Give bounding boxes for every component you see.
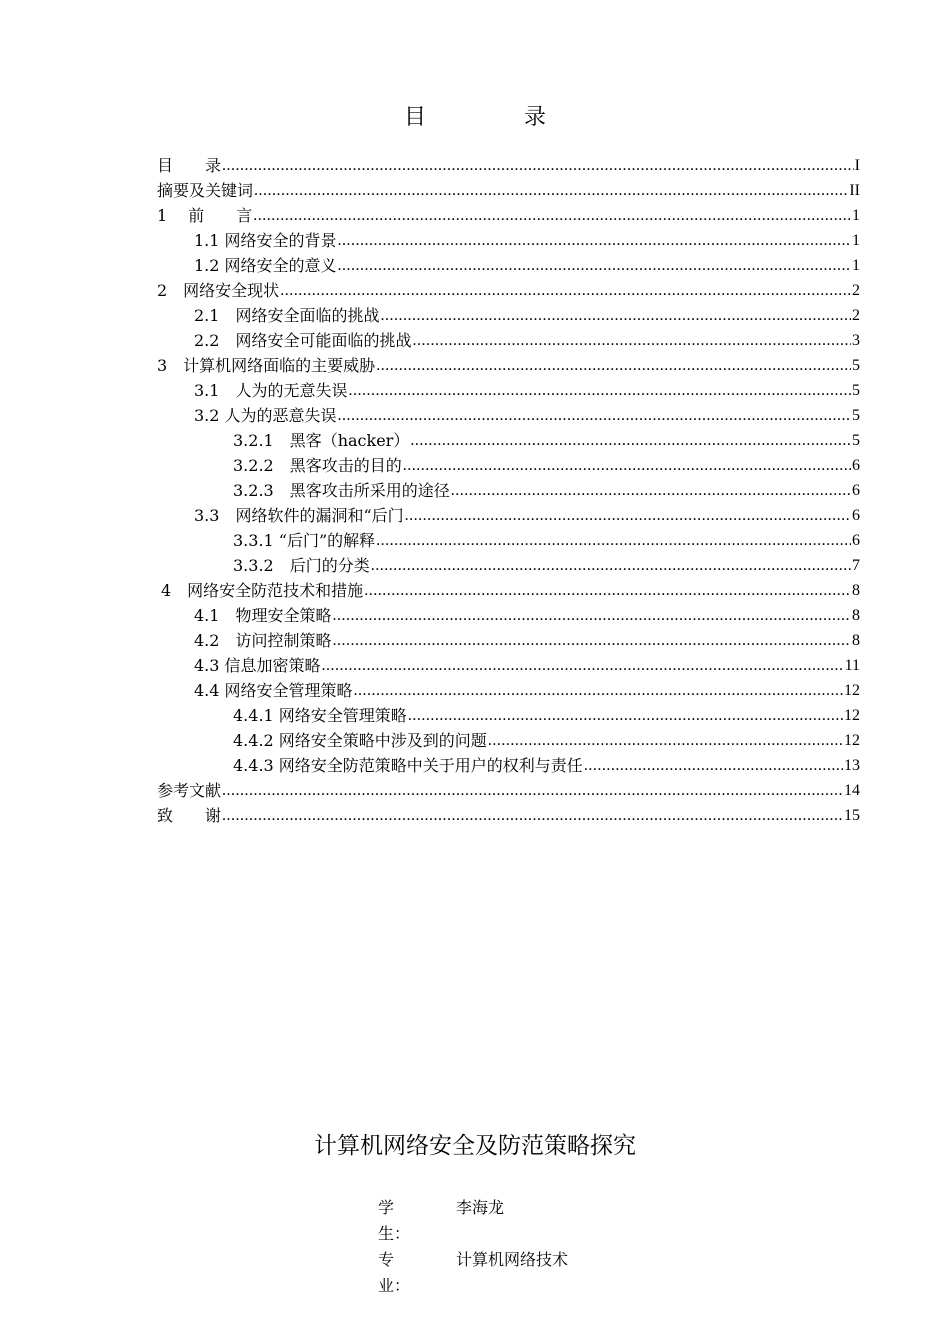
toc-dot-leader bbox=[584, 753, 843, 778]
toc-entry-label: 1 前 言 bbox=[157, 206, 253, 225]
toc-dot-leader bbox=[380, 303, 851, 328]
toc-entry-label: 4.3 信息加密策略 bbox=[194, 656, 321, 675]
toc-entry-label: 4.4.3 网络安全防范策略中关于用户的权利与责任 bbox=[233, 756, 583, 775]
toc-entry-label: 2.2 网络安全可能面临的挑战 bbox=[194, 331, 412, 350]
toc-entry-page: 2 bbox=[852, 307, 860, 324]
toc-dot-leader bbox=[338, 253, 851, 278]
toc-entry[interactable] bbox=[157, 553, 860, 578]
toc-entry-page: I bbox=[854, 157, 860, 174]
toc-entry-page: 13 bbox=[844, 757, 860, 774]
toc-entry[interactable] bbox=[157, 778, 860, 803]
student-row bbox=[378, 1195, 568, 1247]
toc-dot-leader bbox=[332, 628, 851, 653]
toc-entry-label: 3.2 人为的恶意失误 bbox=[194, 406, 337, 425]
toc-entry-page: 5 bbox=[852, 407, 860, 424]
toc-entry[interactable] bbox=[157, 528, 860, 553]
toc-entry-label: 2 网络安全现状 bbox=[157, 281, 280, 300]
toc-entry-label: 3.2.1 黑客（hacker） bbox=[233, 431, 410, 450]
major-label: 专 业： bbox=[378, 1250, 427, 1295]
toc-entry-page: 5 bbox=[852, 432, 860, 449]
toc-dot-leader bbox=[254, 178, 848, 203]
toc-entry-page: 12 bbox=[844, 682, 860, 699]
toc-entry[interactable] bbox=[157, 403, 860, 428]
toc-dot-leader bbox=[403, 453, 851, 478]
toc-dot-leader bbox=[412, 328, 851, 353]
toc-entry-page: 11 bbox=[844, 657, 860, 674]
toc-dot-leader bbox=[410, 428, 851, 453]
toc-entry[interactable] bbox=[157, 428, 860, 453]
toc-dot-leader bbox=[408, 703, 843, 728]
toc-entry-label: 4.4.2 网络安全策略中涉及到的问题 bbox=[233, 731, 487, 750]
student-label: 学 生： bbox=[378, 1198, 427, 1243]
toc-entry-label: 4 网络安全防范技术和措施 bbox=[161, 581, 364, 600]
toc-entry[interactable] bbox=[157, 753, 860, 778]
toc-entry-page: 6 bbox=[852, 457, 860, 474]
toc-entry-label: 3.3.2 后门的分类 bbox=[233, 556, 370, 575]
toc-entry-page: 1 bbox=[852, 257, 860, 274]
toc-entry-label: 3.2.2 黑客攻击的目的 bbox=[233, 456, 402, 475]
toc-dot-leader bbox=[222, 803, 843, 828]
toc-entry[interactable] bbox=[157, 653, 860, 678]
toc-entry[interactable] bbox=[157, 353, 860, 378]
toc-entry-label: 4.4 网络安全管理策略 bbox=[194, 681, 353, 700]
toc-dot-leader bbox=[376, 353, 851, 378]
toc-entry-label: 3.3.1 “后门”的解释 bbox=[233, 531, 376, 550]
toc-entry[interactable] bbox=[157, 803, 860, 828]
toc-dot-leader bbox=[348, 378, 851, 403]
toc-entry-page: 12 bbox=[844, 732, 860, 749]
toc-dot-leader bbox=[322, 653, 844, 678]
toc-entry[interactable] bbox=[157, 603, 860, 628]
toc-entry-label: 致 谢 bbox=[157, 806, 222, 825]
toc-entry-label: 3 计算机网络面临的主要威胁 bbox=[157, 356, 376, 375]
toc-dot-leader bbox=[371, 553, 851, 578]
table-of-contents bbox=[157, 153, 860, 828]
toc-entry-page: 6 bbox=[852, 532, 860, 549]
toc-entry-page: II bbox=[849, 182, 860, 199]
toc-entry-page: 8 bbox=[852, 582, 860, 599]
toc-entry[interactable] bbox=[157, 703, 860, 728]
toc-dot-leader bbox=[488, 728, 843, 753]
toc-entry[interactable] bbox=[157, 278, 860, 303]
toc-entry-label: 摘要及关键词 bbox=[157, 181, 254, 200]
toc-entry-label: 4.4.1 网络安全管理策略 bbox=[233, 706, 407, 725]
toc-entry[interactable] bbox=[157, 178, 860, 203]
toc-entry[interactable] bbox=[157, 728, 860, 753]
toc-dot-leader bbox=[364, 578, 851, 603]
toc-entry[interactable] bbox=[157, 503, 860, 528]
toc-entry-label: 参考文献 bbox=[157, 781, 222, 800]
toc-dot-leader bbox=[222, 153, 854, 178]
toc-entry-page: 8 bbox=[852, 607, 860, 624]
toc-entry[interactable] bbox=[157, 328, 860, 353]
toc-dot-leader bbox=[354, 678, 843, 703]
student-info bbox=[378, 1195, 568, 1299]
toc-dot-leader bbox=[332, 603, 851, 628]
toc-entry-page: 6 bbox=[852, 507, 860, 524]
student-name: 李海龙 bbox=[456, 1198, 505, 1217]
toc-entry-label: 3.1 人为的无意失误 bbox=[194, 381, 348, 400]
toc-entry[interactable] bbox=[157, 478, 860, 503]
toc-entry-label: 3.3 网络软件的漏洞和“后门 bbox=[194, 506, 404, 525]
toc-entry-page: 1 bbox=[852, 207, 860, 224]
toc-entry[interactable] bbox=[157, 453, 860, 478]
toc-entry-page: 8 bbox=[852, 632, 860, 649]
toc-entry[interactable] bbox=[157, 678, 860, 703]
toc-entry-label: 1.2 网络安全的意义 bbox=[194, 256, 337, 275]
toc-entry-label: 1.1 网络安全的背景 bbox=[194, 231, 337, 250]
major-row bbox=[378, 1247, 568, 1299]
toc-entry-label: 3.2.3 黑客攻击所采用的途径 bbox=[233, 481, 450, 500]
toc-entry-page: 2 bbox=[852, 282, 860, 299]
toc-entry-page: 3 bbox=[852, 332, 860, 349]
major-name: 计算机网络技术 bbox=[456, 1250, 569, 1269]
toc-title: 目 录 bbox=[403, 105, 584, 130]
toc-entry-page: 6 bbox=[852, 482, 860, 499]
toc-dot-leader bbox=[253, 203, 851, 228]
toc-dot-leader bbox=[405, 503, 851, 528]
toc-entry-label: 目 录 bbox=[157, 156, 222, 175]
toc-dot-leader bbox=[338, 228, 851, 253]
toc-entry[interactable] bbox=[157, 628, 860, 653]
toc-dot-leader bbox=[338, 403, 851, 428]
toc-entry[interactable] bbox=[157, 253, 860, 278]
toc-dot-leader bbox=[222, 778, 843, 803]
toc-entry-page: 7 bbox=[852, 557, 860, 574]
toc-entry-label: 4.1 物理安全策略 bbox=[194, 606, 332, 625]
toc-dot-leader bbox=[451, 478, 851, 503]
toc-entry-page: 5 bbox=[852, 382, 860, 399]
toc-dot-leader bbox=[376, 528, 851, 553]
toc-entry[interactable] bbox=[157, 303, 860, 328]
toc-entry[interactable] bbox=[157, 228, 860, 253]
document-title: 计算机网络安全及防范策略探究 bbox=[314, 1133, 636, 1159]
toc-entry-page: 1 bbox=[852, 232, 860, 249]
toc-dot-leader bbox=[280, 278, 851, 303]
toc-entry-label: 4.2 访问控制策略 bbox=[194, 631, 332, 650]
toc-entry[interactable] bbox=[157, 578, 860, 603]
toc-entry-label: 2.1 网络安全面临的挑战 bbox=[194, 306, 380, 325]
toc-entry-page: 15 bbox=[844, 807, 860, 824]
toc-entry[interactable] bbox=[157, 153, 860, 178]
toc-entry-page: 5 bbox=[852, 357, 860, 374]
toc-entry-page: 12 bbox=[844, 707, 860, 724]
toc-entry-page: 14 bbox=[844, 782, 860, 799]
toc-entry[interactable] bbox=[157, 378, 860, 403]
toc-entry[interactable] bbox=[157, 203, 860, 228]
